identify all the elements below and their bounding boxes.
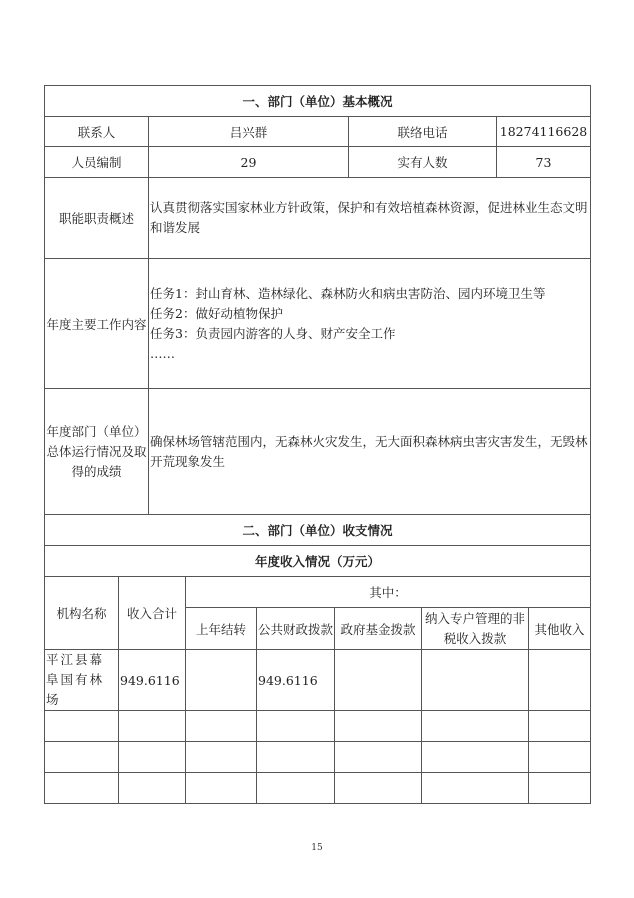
- header-gov-fund: 政府基金拨款: [335, 608, 422, 650]
- performance-label: 年度部门（单位）总体运行情况及取得的成绩: [45, 389, 149, 515]
- cell: [335, 742, 422, 773]
- header-other-income: 其他收入: [529, 608, 591, 650]
- contact-value: 吕兴群: [149, 117, 349, 147]
- cell: [335, 711, 422, 742]
- work-label: 年度主要工作内容: [45, 259, 149, 389]
- header-total-income: 收入合计: [119, 577, 186, 650]
- cell-non-tax: [422, 650, 529, 711]
- basic-info-table: [44, 85, 591, 515]
- cell-gov-fund: [335, 650, 422, 711]
- table-row: [45, 742, 591, 773]
- performance-value: 确保林场管辖范围内，无森林火灾发生，无大面积森林病虫害灾害发生，无毁林开荒现象发生: [149, 389, 591, 515]
- header-non-tax: 纳入专户管理的非税收入拨款: [422, 608, 529, 650]
- contact-label: 联系人: [45, 117, 149, 147]
- page-number: 15: [311, 843, 323, 853]
- cell: [186, 711, 257, 742]
- cell: [186, 742, 257, 773]
- task-item: 任务3：负责园内游客的人身、财产安全工作: [150, 325, 396, 341]
- cell: [529, 773, 591, 804]
- work-tasks: [149, 259, 591, 389]
- cell: [119, 773, 186, 804]
- task-item: 任务2：做好动植物保护: [150, 305, 283, 321]
- cell: [335, 773, 422, 804]
- cell: [257, 773, 335, 804]
- task-item: ……: [150, 345, 175, 361]
- table-row: [45, 650, 591, 711]
- income-table: [44, 514, 591, 804]
- income-subtitle: 年度收入情况（万元）: [45, 546, 591, 577]
- cell-other-income: [529, 650, 591, 711]
- cell: [422, 773, 529, 804]
- cell-public-finance: 949.6116: [257, 650, 335, 711]
- cell: [422, 711, 529, 742]
- cell: [45, 773, 119, 804]
- header-public-finance: 公共财政拨款: [257, 608, 335, 650]
- duty-value: 认真贯彻落实国家林业方针政策，保护和有效培植森林资源，促进林业生态文明和谐发展: [149, 178, 591, 259]
- staff-quota-label: 人员编制: [45, 147, 149, 178]
- cell: [45, 711, 119, 742]
- table-row: [45, 711, 591, 742]
- cell: [257, 742, 335, 773]
- header-of-which: 其中：: [186, 577, 591, 608]
- cell: [529, 711, 591, 742]
- task-item: 任务1：封山育林、造林绿化、森林防火和病虫害防治、园内环境卫生等: [150, 285, 546, 301]
- cell: [422, 742, 529, 773]
- actual-staff-value: 73: [497, 147, 591, 178]
- cell-total-income: 949.6116: [119, 650, 186, 711]
- phone-label: 联络电话: [349, 117, 497, 147]
- cell: [186, 773, 257, 804]
- cell: [257, 711, 335, 742]
- section2-title: 二、部门（单位）收支情况: [45, 515, 591, 546]
- actual-staff-label: 实有人数: [349, 147, 497, 178]
- phone-value: 18274116628: [497, 117, 591, 147]
- cell-org-name: 平江县幕阜国有林场: [45, 650, 119, 711]
- duty-label: 职能职责概述: [45, 178, 149, 259]
- header-org-name: 机构名称: [45, 577, 119, 650]
- section1-title: 一、部门（单位）基本概况: [45, 86, 591, 117]
- cell: [529, 742, 591, 773]
- cell-carryover: [186, 650, 257, 711]
- staff-quota-value: 29: [149, 147, 349, 178]
- cell: [45, 742, 119, 773]
- cell: [119, 711, 186, 742]
- table-row: [45, 773, 591, 804]
- header-carryover: 上年结转: [186, 608, 257, 650]
- cell: [119, 742, 186, 773]
